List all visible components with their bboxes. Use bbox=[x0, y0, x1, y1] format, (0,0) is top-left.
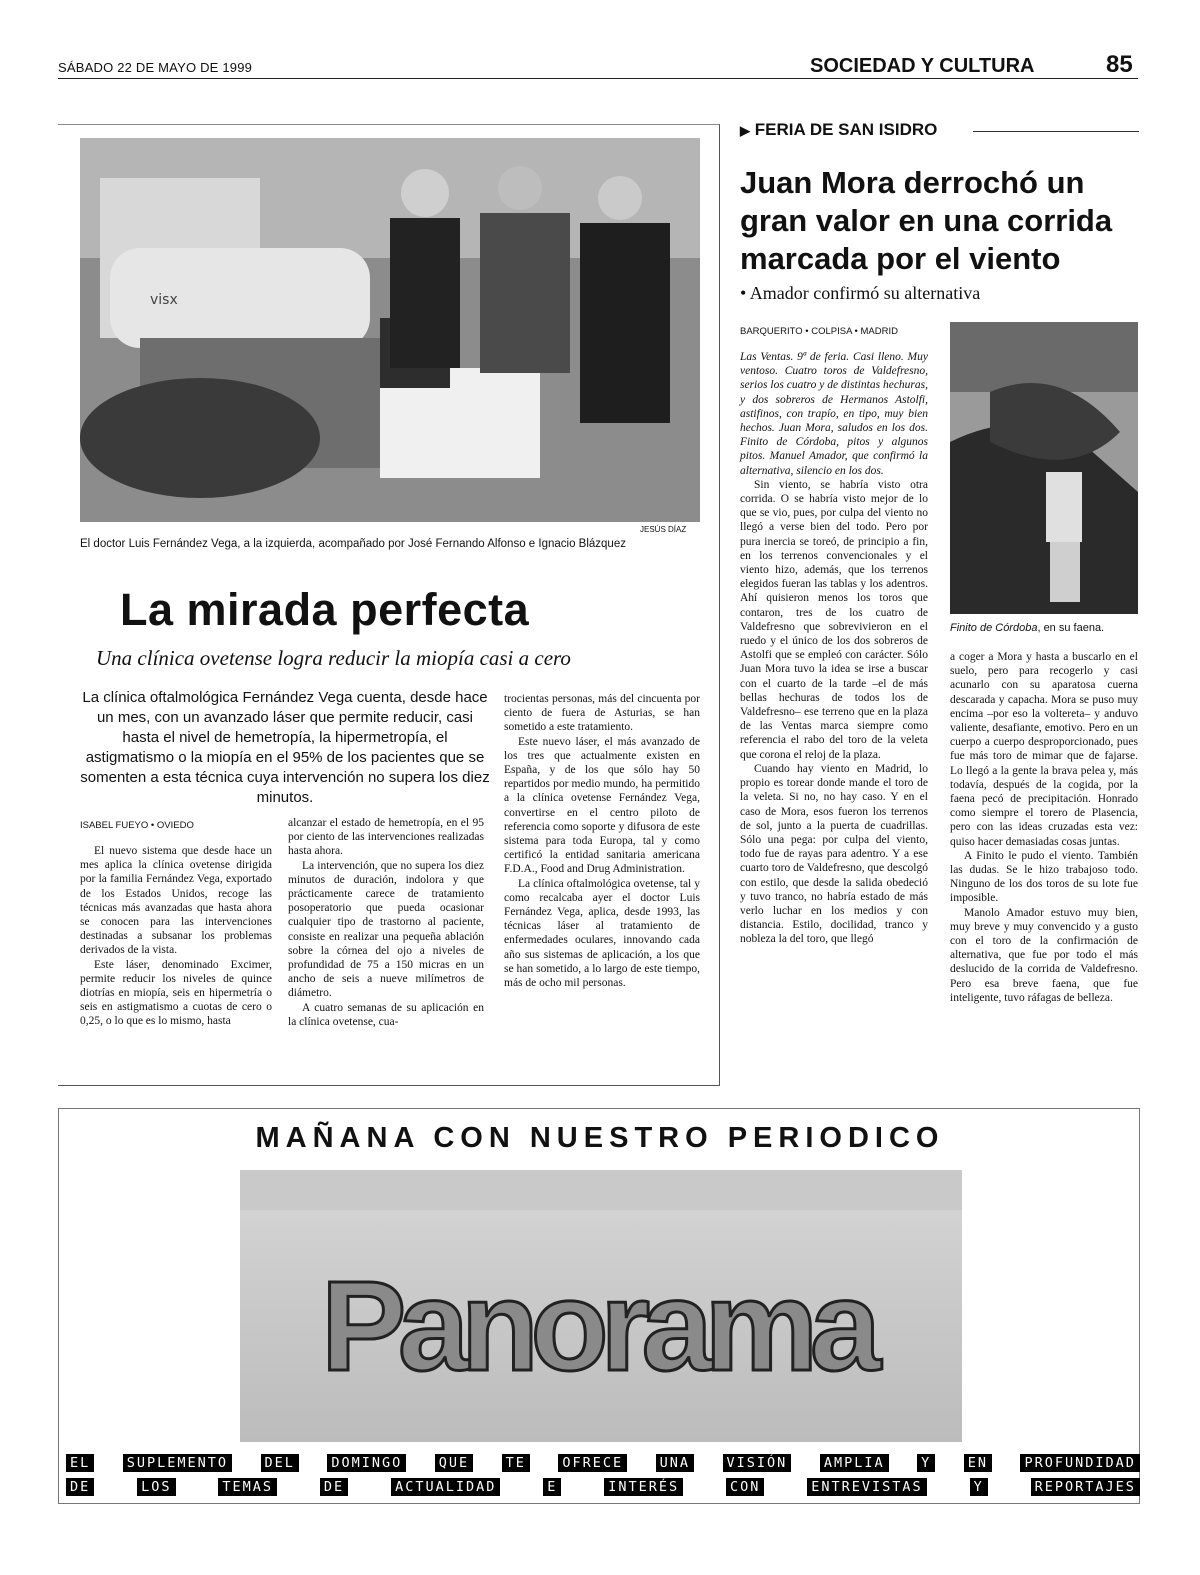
section-title: SOCIEDAD Y CULTURA bbox=[810, 55, 1035, 77]
band-word: VISIÓN bbox=[723, 1454, 792, 1472]
article-lead: La clínica oftalmológica Fernández Vega cuenta, desde hace un mes, con un avanzado láser que permite reducir, casi hasta el nivel de hemetropía, la hipermetropía, el astigmatismo o la miopía en el 95% de los pacientes que se somenten a esta técnica cuya intervención no supera los diez minutos. bbox=[80, 689, 490, 806]
paragraph: Este nuevo láser, el más avanzado de los tres que actualmente existen en España, y de los que sólo hay 50 repartidos por medio mundo, ha permitido a la clínica ovetense Fernández Vega, convertirse en el centro piloto de referencia como soporte y difusora de este sistema para toda Europa, tal y como certificó la entidad sanitaria americana F.D.A., Food and Drug Administration. bbox=[504, 735, 700, 876]
panorama-logo bbox=[240, 1170, 962, 1442]
bullfight-photo bbox=[950, 322, 1138, 614]
article-column-2 bbox=[288, 816, 484, 1029]
paragraph: Cuando hay viento en Madrid, lo propio es torear donde mande el toro de la veleta. Si no, no hay caso. Y en el caso de Mora, esos fueron los terrenos de sol, junto a la puerta de cuadrillas. Sólo una pega: por culpa del viento, todo fue de rayas para adentro. Y a ese cuarto toro de Valdefresno, que descolgó con estilo, que desde la salida obedeció y tuvo tranco, no habría estado de más verlo luchar en los medios y con distancia. Estilo, docilidad, tranco y nobleza la del toro, que llegó bbox=[740, 762, 928, 946]
paragraph: La intervención, que no supera los diez minutos de duración, indolora y que prácticamente carece de tratamiento posoperatorio que pueda ocasionar cualquier tipo de trastorno al paciente, consiste en realizar una pequeña ablación sobre la córnea del ojo a niveles de profundidad de 75 a 150 micras en un ancho de seis a nueve milímetros de diámetro. bbox=[288, 859, 484, 1000]
paragraph: trocientas personas, más del cincuenta por ciento de fuera de Asturias, se han sometido a este tratamiento. bbox=[504, 693, 700, 734]
photo-caption: El doctor Luis Fernández Vega, a la izquierda, acompañado por José Fernando Alfonso e Ignacio Blázquez bbox=[80, 538, 626, 550]
paragraph: a coger a Mora y hasta a buscarlo en el suelo, pero para recogerlo y casi acunarlo con su aparatosa cuerna descarada y capacha. Mora se puso muy encima –por eso la voltereta– y anduvo valiente, desafiante, emotivo. Pero en un cuerpo a cuerpo desproporcionado, pues fue más toro de mimar que de fajarse. Lo llegó a la gente la brava pelea y, más todavía, después de la cogida, por la faena pecó de precipitación. Honrado como siempre el torero de Plasencia, pero con las ideas cruzadas esta vez: quiso hacer demasiadas cosas juntas. bbox=[950, 651, 1138, 848]
band-word: AMPLIA bbox=[820, 1454, 889, 1472]
play-arrow-icon: ▶ bbox=[740, 123, 750, 138]
band-word: DOMINGO bbox=[327, 1454, 406, 1472]
band-word: REPORTAJES bbox=[1031, 1478, 1140, 1496]
band-word: PROFUNDIDAD bbox=[1020, 1454, 1139, 1472]
bullfight-lede: Las Ventas. 9ª de feria. Casi lleno. Muy ventoso. Cuatro toros de Valdefresno, serios los cuatro y de distintas hechuras, y dos sobreros de Hermanos Astolfi, astifinos, con trapío, en tipo, muy bien hechos. Juan Mora, saludos en los dos. Finito de Córdoba, pitos y algunos pitos. Manuel Amador, que confirmó la alternativa, silencio en los dos. bbox=[740, 351, 928, 477]
band-word: INTERÉS bbox=[604, 1478, 683, 1496]
svg-text:visx: visx bbox=[150, 292, 178, 308]
bullfight-subheadline: • Amador confirmó su alternativa bbox=[740, 283, 981, 303]
band-word: ACTUALIDAD bbox=[391, 1478, 500, 1496]
article-subheadline: Una clínica ovetense logra reducir la miopía casi a cero bbox=[96, 646, 571, 670]
kicker-rule bbox=[973, 131, 1139, 132]
article-column-1 bbox=[80, 844, 272, 1029]
paragraph: Sin viento, se habría visto otra corrida. O se habría visto mejor de lo que se vio, pues, por culpa del viento no llegó a verse bien del todo. Pero por pura inercia se toreó, de principio a fin, en los terrenos convencionales y el viento hizo, además, que los terrenos elegidos fueran las tablas y los adentros. Ahí quisieron menos los toros que contaron, tres de los cuatro de Valdefresno que sobrevivieron en el ruedo y el único de los dos sobreros de Astolfi que se empleó con carácter. Sólo Juan Mora tuvo la idea se irse a buscar con el cuarto de la tarde –el de más bellas hechuras de todos los de Valdefresno– ese terreno que en la plaza de las Ventas marca siempre como referencia el rabo del toro de la veleta que corona el reloj de la plaza. bbox=[740, 478, 928, 761]
band-word: TEMAS bbox=[218, 1478, 277, 1496]
bullfight-column-2 bbox=[950, 650, 1138, 1005]
promo-band-line-2 bbox=[66, 1478, 1140, 1496]
photo-credit: JESÚS DÍAZ bbox=[640, 525, 687, 534]
band-word: OFRECE bbox=[558, 1454, 627, 1472]
band-word: TE bbox=[502, 1454, 530, 1472]
paragraph: A Finito le pudo el viento. También las dudas. Se le hizo trabajoso todo. Ninguno de los dos toros de su lote fue imposible. bbox=[950, 849, 1138, 905]
band-word: E bbox=[543, 1478, 561, 1496]
band-word: EL bbox=[66, 1454, 94, 1472]
band-word: QUE bbox=[435, 1454, 473, 1472]
band-word: CON bbox=[726, 1478, 764, 1496]
band-word: DE bbox=[320, 1478, 348, 1496]
paragraph: alcanzar el estado de hemetropía, en el 95 por ciento de las intervenciones realizadas hasta ahora. bbox=[288, 817, 484, 858]
promo-band bbox=[66, 1454, 1140, 1502]
bullfight-column-1 bbox=[740, 350, 928, 947]
article-kicker bbox=[740, 120, 937, 140]
caption-rest: , en su faena. bbox=[1037, 622, 1105, 634]
paragraph: El nuevo sistema que desde hace un mes aplica la clínica ovetense dirigida por la familia Fernández Vega, exportado de los Estados Unidos, recoge las técnicas más avanzadas que hasta ahora se conocen para las intervenciones destinadas a subsanar los problemas derivados de la vista. bbox=[80, 845, 272, 957]
band-word: DE bbox=[66, 1478, 94, 1496]
kicker-text: FERIA DE SAN ISIDRO bbox=[754, 120, 938, 139]
panorama-logo-text: Panorama bbox=[321, 1255, 881, 1398]
bullfight-photo-caption bbox=[950, 622, 1104, 634]
bullfight-byline: BARQUERITO • COLPISA • MADRID bbox=[740, 326, 898, 337]
band-word: SUPLEMENTO bbox=[123, 1454, 232, 1472]
page-number: 85 bbox=[1106, 51, 1133, 78]
paragraph: Este láser, denominado Excimer, permite reducir los niveles de quince diotrías en miopía, seis en hipermetría o seis en astigmatismo a cuotas de cero o 0,25, o lo que es lo mismo, hasta bbox=[80, 958, 272, 1028]
header-rule bbox=[58, 78, 1138, 79]
band-word: EN bbox=[964, 1454, 992, 1472]
band-word: ENTREVISTAS bbox=[807, 1478, 926, 1496]
article-column-3 bbox=[504, 692, 700, 990]
caption-name: Finito de Córdoba bbox=[950, 622, 1038, 634]
promo-band-line-1 bbox=[66, 1454, 1140, 1472]
band-word: LOS bbox=[137, 1478, 175, 1496]
band-word: Y bbox=[970, 1478, 988, 1496]
band-word: UNA bbox=[656, 1454, 694, 1472]
page-date: SÁBADO 22 DE MAYO DE 1999 bbox=[58, 60, 253, 75]
band-word: DEL bbox=[261, 1454, 299, 1472]
bullfight-headline: Juan Mora derrochó un gran valor en una corrida marcada por el viento bbox=[740, 165, 1113, 276]
clinic-photo bbox=[80, 138, 700, 522]
paragraph: La clínica oftalmológica ovetense, tal y como recalcaba ayer el doctor Luis Fernández Vega, aplica, desde 1993, las técnicas láser al tratamiento de enfermedades oculares, innovando cada año sus sistemas de aplicación, a los que se han sometido, a lo largo de este tiempo, más de ocho mil personas. bbox=[504, 877, 700, 990]
paragraph: Manolo Amador estuvo muy bien, muy breve y muy convencido y a gusto con el toro de la confirmación de alternativa, que fue por todo el más deslucido de la corrida de Valdefresno. Pero esa breve faena, que fue inteligente, tuvo ráfagas de belleza. bbox=[950, 906, 1138, 1004]
band-word: Y bbox=[917, 1454, 935, 1472]
promo-title: MAÑANA CON NUESTRO PERIODICO bbox=[255, 1122, 945, 1154]
article-headline: La mirada perfecta bbox=[120, 584, 530, 635]
article-byline: ISABEL FUEYO • OVIEDO bbox=[80, 820, 194, 831]
paragraph: A cuatro semanas de su aplicación en la clínica ovetense, cua- bbox=[288, 1001, 484, 1028]
